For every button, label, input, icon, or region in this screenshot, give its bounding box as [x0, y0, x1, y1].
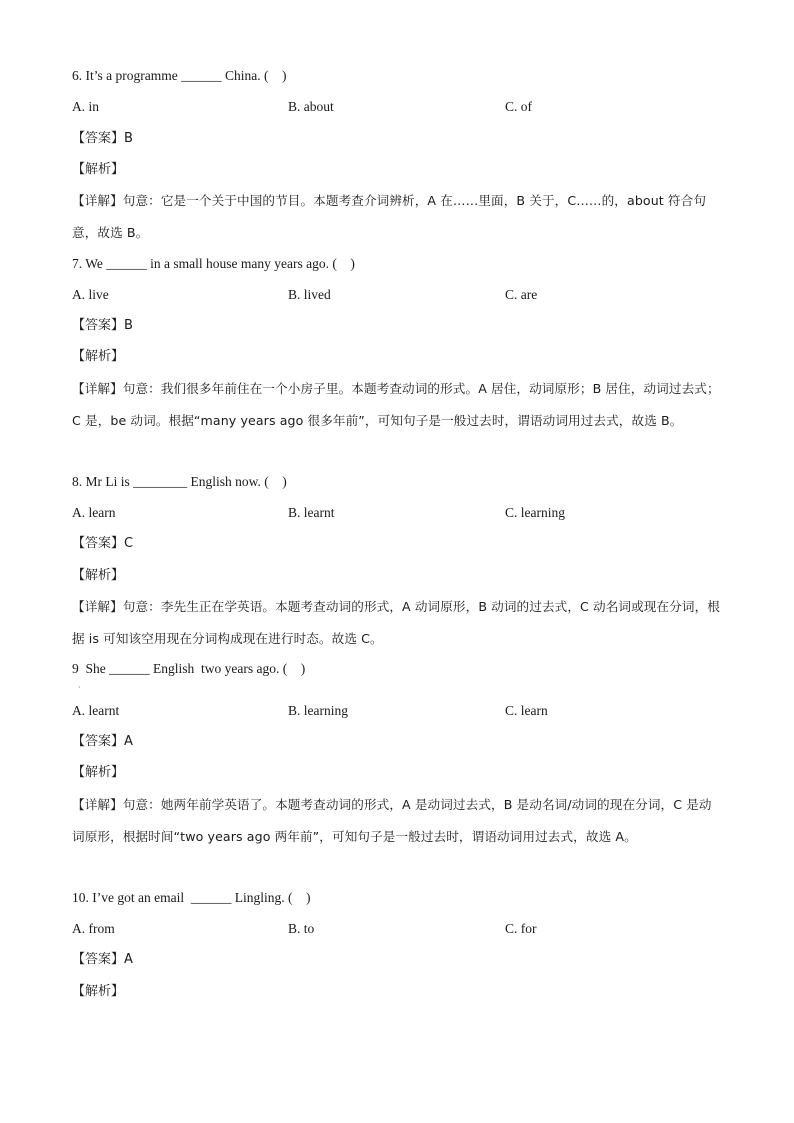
question-9-stem: 9 She ______ English two years ago. ( )	[72, 661, 306, 676]
question-8-option-b: B. learnt	[288, 505, 335, 520]
question-9-analysis-label: 【解析】	[72, 765, 125, 780]
question-10-analysis-label: 【解析】	[72, 984, 125, 999]
question-7-option-c: C. are	[505, 287, 538, 302]
question-6-answer: 【答案】B	[72, 131, 133, 146]
question-7-detail: 【详解】句意：我们很多年前住在一个小房子里。本题考查动词的形式。A 居住，动词原形；B 居住，动词过去式；C 是，be 动词。根据“many years ago 很多年前”，可知句子是一般过去时，谓语动词用过去式，故选 B。	[72, 381, 720, 428]
question-10-answer: 【答案】A	[72, 952, 133, 967]
question-9-option-c: C. learn	[505, 703, 548, 718]
question-7-stem: 7. We ______ in a small house many years ago. ( )	[72, 256, 355, 271]
question-9-detail: 【详解】句意：她两年前学英语了。本题考查动词的形式，A 是动词过去式，B 是动名词/动词的现在分词，C 是动词原形，根据时间“two years ago 两年前”，可知句子是一般过去时，谓语动词用过去式，故选 A。	[72, 797, 712, 844]
question-10-stem: 10. I’ve got an email ______ Lingling. ( )	[72, 890, 311, 905]
question-6-option-c: C. of	[505, 99, 532, 114]
question-8-analysis-label: 【解析】	[72, 568, 125, 583]
question-6-option-a: A. in	[72, 99, 99, 114]
question-10-option-a: A. from	[72, 921, 115, 936]
question-10-option-c: C. for	[505, 921, 537, 936]
question-8-option-c: C. learning	[505, 505, 565, 520]
question-10-option-b: B. to	[288, 921, 315, 936]
question-9-option-b: B. learning	[288, 703, 348, 718]
question-8-option-a: A. learn	[72, 505, 116, 520]
question-9-answer: 【答案】A	[72, 734, 133, 749]
question-7-answer: 【答案】B	[72, 318, 133, 333]
question-7-option-b: B. lived	[288, 287, 331, 302]
question-9-option-a: A. learnt	[72, 703, 120, 718]
stray-mark: ·	[78, 683, 81, 692]
question-6-detail: 【详解】句意：它是一个关于中国的节目。本题考查介词辨析，A 在……里面，B 关于，C……的，about 符合句意，故选 B。	[72, 193, 707, 240]
question-8-answer: 【答案】C	[72, 536, 134, 551]
question-7-analysis-label: 【解析】	[72, 349, 125, 364]
question-6-analysis-label: 【解析】	[72, 162, 125, 177]
question-7-option-a: A. live	[72, 287, 109, 302]
question-8-detail: 【详解】句意：李先生正在学英语。本题考查动词的形式，A 动词原形，B 动词的过去式，C 动名词或现在分词，根据 is 可知该空用现在分词构成现在进行时态。故选 C。	[72, 599, 720, 646]
question-8-stem: 8. Mr Li is ________ English now. ( )	[72, 474, 287, 489]
question-6-stem: 6. It’s a programme ______ China. ( )	[72, 68, 287, 83]
question-6-option-b: B. about	[288, 99, 334, 114]
